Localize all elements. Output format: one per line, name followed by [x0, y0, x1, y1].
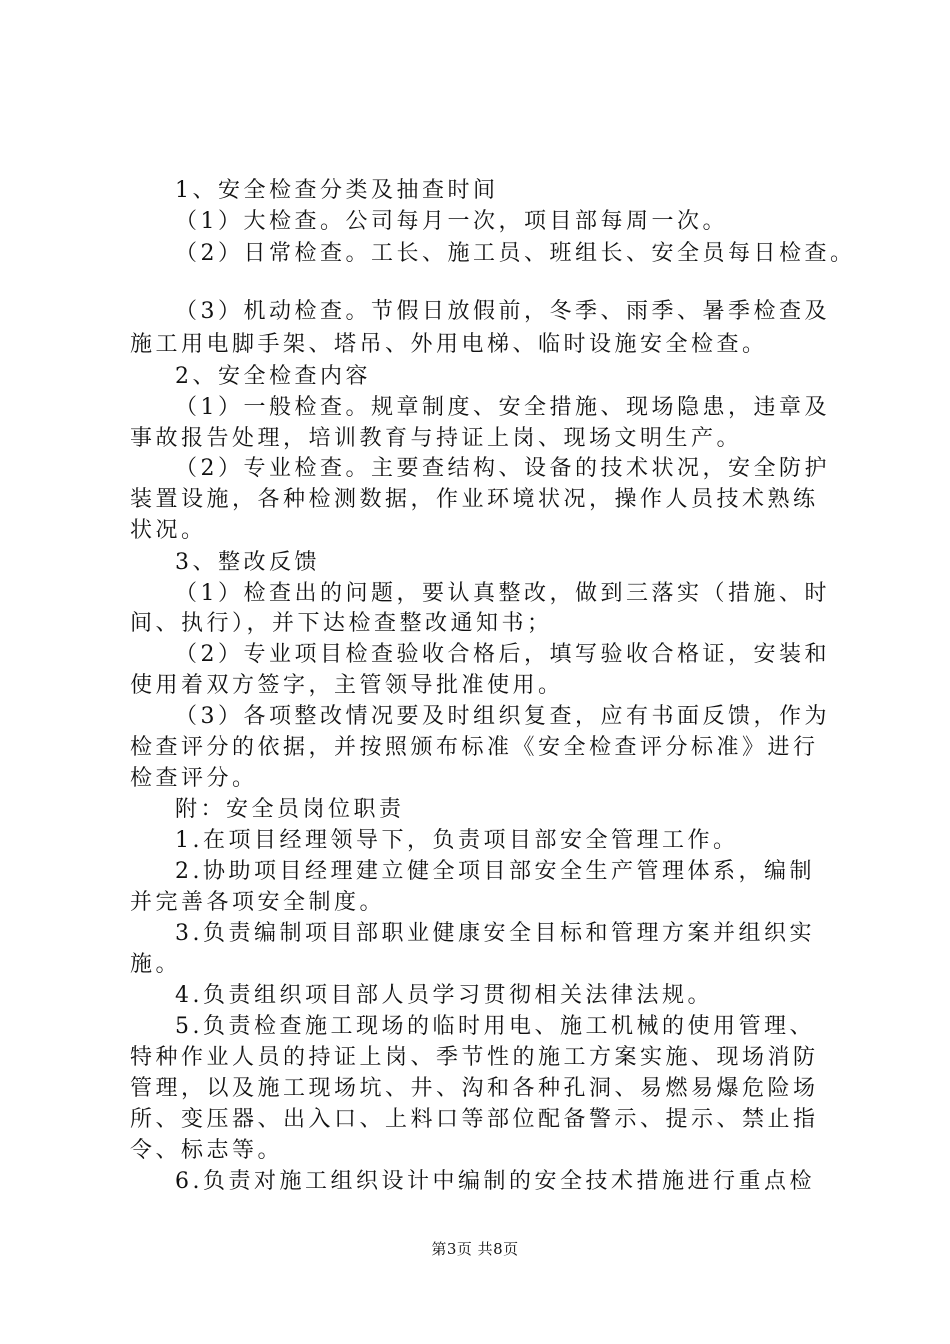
page-number: 第3页 [431, 1240, 473, 1258]
paragraph-line: 检查评分。 [130, 766, 258, 791]
paragraph-line: （2）专业项目检查验收合格后，填写验收合格证，安装和 [175, 642, 830, 667]
paragraph-line: 令、标志等。 [130, 1138, 284, 1163]
paragraph-line: （2）日常检查。工长、施工员、班组长、安全员每日检查。 [175, 241, 856, 266]
page-footer [0, 1239, 950, 1259]
paragraph-line: 施工用电脚手架、塔吊、外用电梯、临时设施安全检查。 [130, 332, 768, 357]
paragraph-line: 状况。 [130, 518, 207, 543]
paragraph-line: 使用着双方签字，主管领导批准使用。 [130, 673, 564, 698]
paragraph-line: （1）一般检查。规章制度、安全措施、现场隐患，违章及 [175, 395, 830, 420]
paragraph-line: （3）机动检查。节假日放假前，冬季、雨季、暑季检查及 [175, 299, 830, 324]
paragraph-line: （1）大检查。公司每月一次，项目部每周一次。 [175, 209, 728, 234]
paragraph-line: （3）各项整改情况要及时组织复查，应有书面反馈，作为 [175, 704, 830, 729]
heading-inspection-categories: 1、安全检查分类及抽查时间 [175, 178, 499, 203]
paragraph-line: 检查评分的依据，并按照颁布标准《安全检查评分标准》进行 [130, 735, 819, 760]
paragraph-line: 3.负责编制项目部职业健康安全目标和管理方案并组织实 [175, 921, 815, 946]
paragraph-line: 事故报告处理，培训教育与持证上岗、现场文明生产。 [130, 426, 743, 451]
paragraph-line: 1.在项目经理领导下，负责项目部安全管理工作。 [175, 828, 739, 853]
paragraph-line: 4.负责组织项目部人员学习贯彻相关法律法规。 [175, 983, 713, 1008]
heading-rectification-feedback: 3、整改反馈 [175, 550, 320, 575]
paragraph-line: 2.协助项目经理建立健全项目部安全生产管理体系，编制 [175, 859, 815, 884]
paragraph-line: 6.负责对施工组织设计中编制的安全技术措施进行重点检 [175, 1169, 815, 1194]
paragraph-line: 5.负责检查施工现场的临时用电、施工机械的使用管理、 [175, 1014, 815, 1039]
paragraph-line: 特种作业人员的持证上岗、季节性的施工方案实施、现场消防 [130, 1045, 819, 1070]
paragraph-line: 管理，以及施工现场坑、井、沟和各种孔洞、易燃易爆危险场 [130, 1076, 819, 1101]
paragraph-line: （1）检查出的问题，要认真整改，做到三落实（措施、时 [175, 581, 830, 606]
total-pages: 共8页 [477, 1240, 519, 1258]
paragraph-line: 并完善各项安全制度。 [130, 890, 386, 915]
paragraph-line: 施。 [130, 952, 182, 977]
heading-inspection-content: 2、安全检查内容 [175, 364, 371, 389]
paragraph-line: 装置设施，各种检测数据，作业环境状况，操作人员技术熟练 [130, 487, 819, 512]
paragraph-line: 间、执行），并下达检查整改通知书； [130, 611, 553, 636]
paragraph-line: （2）专业检查。主要查结构、设备的技术状况，安全防护 [175, 456, 830, 481]
paragraph-line: 所、变压器、出入口、上料口等部位配备警示、提示、禁止指 [130, 1107, 819, 1132]
heading-appendix: 附：安全员岗位职责 [175, 797, 405, 822]
